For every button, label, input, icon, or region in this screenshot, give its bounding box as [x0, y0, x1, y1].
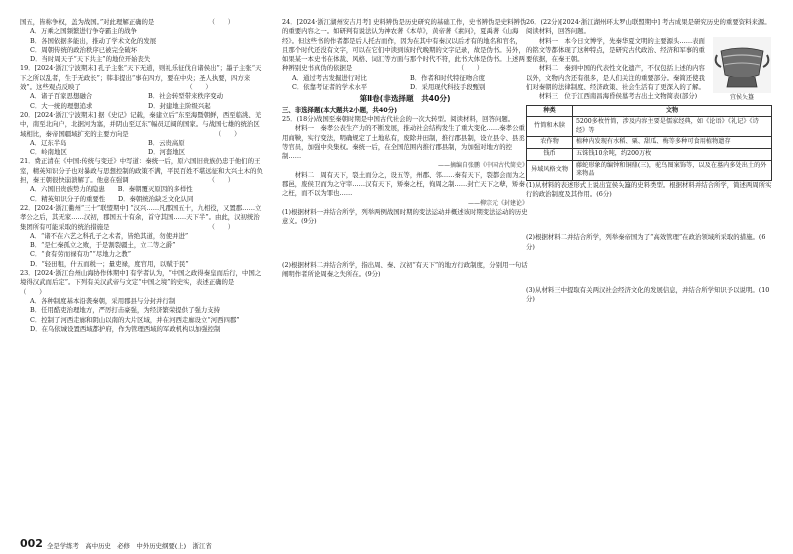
question-26-intro [526, 18, 772, 37]
option: D．“轻田租，什五而税一；量吏禄，度官用，以赋于民” [30, 259, 189, 268]
option: C．依靠考证者的学术水平 [292, 83, 368, 92]
material-text: 材料一 本今日文博学，先秦华夏文明的主要源头……表面的铭文等都体现了这种特点，是研究古代政治、经济和军事的重要依据，在秦王朝。 [526, 36, 705, 64]
option: C．“食有劳而禄有功”“尽地力之教” [30, 250, 132, 259]
material-text: 材料二 秦到中国的代表性文化遗产，不仅包括上述的内容以外，文物内含还有很多，是人们关注的重要部分。秦简还使我们对秦朝的法律制度、经济政策、社会生活有了更深入的了解。 [526, 64, 705, 92]
question-text: 26．(22分)[2024·浙江湖州环太罗山联盟期中] 考古成果是研究历史的重要资料来源。阅读材料，回答问题。 [526, 18, 771, 36]
option: C．大一统的理想追求 [30, 101, 93, 110]
question-text: 19．[2024·浙江宁波期末] 孔子主张“天下无道，则礼乐征伐自诸侯出”；墨子主张“天下之所以乱者，生于无政长”；韩非提出“事在四方，要在中央；圣人执要，四方来效”。这些观点反映了 （ ） [20, 64, 262, 92]
question-text: 23．[2024·浙江台州山海协作体期中] 有学者认为，“中国之政得秦皇而后行，中国之境得汉武而后定”。下列有关汉武帝与文定“中国之境”的史实，表述正确的是 （ ） [20, 269, 286, 296]
section-heading: 第Ⅱ卷(非选择题 共40分) [359, 94, 451, 104]
column-left [20, 18, 286, 334]
column-middle [282, 18, 528, 279]
table-cell: 五铢钱10余吨，约200万枚 [573, 148, 772, 160]
option: A．“诸不在六艺之科孔子之术者，皆绝其道，勿使并进” [30, 231, 189, 240]
bronze-vessel-illustration [713, 37, 771, 93]
table-row [527, 137, 772, 149]
table-cell: 异域风格文物 [527, 160, 573, 180]
question-text: 国五，皆称争权，盖为战国。”对此理解正确的是 （ ） [20, 18, 235, 26]
table-cell: 植种内发现有水稻、粟、甜瓜、梅等多种可食用植物遗存 [573, 137, 772, 149]
option-row [20, 139, 266, 148]
option: B．各国依据多能出，推动了学术文化的发展 [30, 36, 157, 45]
question-text: 24．[2024·浙江湖州安吉月考] 史料辨伪是历史研究的基础工作，史书辨伪是史料辨伪的重要内容之一。如研判有说法认为神农著《本草》，黄帝著《素问》，夏禹著《山海经》。但这些书的作者都是后人托古而作，因为在其中有秦汉以后才有的地名和官名，且那个时代还没有文字，可以在它们中读到该时代晚期的文字记录，故是伪书。另外，如果某一本史书在体裁、风格、词汇等方面与那个时代不符，此书大体是伪书。上述两种辨别史书真伪的依据是 （ ） [282, 18, 527, 73]
option: D．采用现代科技手段甄别 [410, 83, 486, 92]
material-text: 材料三 位于江西南昌海昏侯墓考古出土文物简表(部分) [538, 92, 698, 101]
subsection-heading: 三、非选择题(本大题共2小题，共40分) [282, 105, 398, 114]
option: B．任用酷吏治理地方，严厉打击豪强，为经济繁荣提供了强力支持 [30, 306, 221, 315]
option: C．周朝传统的政治秩序已被完全破坏 [30, 45, 138, 54]
question-text: 25．(18分)战国至秦朝时期是中国古代社会的一次大转型。阅读材料，回答问题。 [282, 114, 515, 123]
table-cell: 竹简和木牍 [527, 117, 573, 137]
option: D．封建地主阶级兴起 [148, 101, 211, 110]
question-text: (1)根据材料一并结合所学，列举两例战国时期的变法运动并概述该时期变法运动的历史意义。(9分) [282, 207, 528, 226]
option-row [282, 74, 528, 83]
page-footer [20, 537, 212, 550]
question-text: (3)从材料三中提取有关两汉社会经济文化的发展信息，并结合所学知识予以说明。(10分) [526, 285, 770, 304]
answer-space[interactable] [282, 227, 528, 261]
option: A．辽东半岛 [30, 138, 67, 147]
source-citation: ——柳宗元《封建论》 [467, 199, 528, 207]
table-header: 种类 [527, 105, 573, 117]
option: B．社会转型带来秩序变动 [148, 92, 223, 101]
question-text: 21．费正清在《中国:传统与变迁》中写道：秦统一后，原六国旧贵族仍忠于他们的王室，精英知识分子也对暴政与思想控制的政策不满，平民百姓不堪远征和大兴土木的负担，秦王朝很快崩溃解了。他意在强调 （ ） [20, 157, 263, 185]
footer-text: 全是学练考 高中历史 必修 中外历史纲要(上) 浙江省 [46, 542, 212, 550]
question-text: 22．[2024·浙江衢州“三十”联盟期中] “汉兴……凡郡国五十，九相役，又置郡……立孝公之后，其无家……汉初，郡国五十有余，首守其国……天下半”。由此，汉初统治集团所有可能采取的统治措施是 （ ） [20, 203, 262, 231]
question-text: 20．[2024·浙江宁波期末] 据《史记》记载，秦建立后“东至海暨朝鲜，西至临洮、羌中，南至北向户，北据河为塞，并阴山至辽东”幅员辽阔的国家。与战国七雄的统治区域相比，秦帝国疆域扩充的主要方向是 （ ） [20, 110, 262, 138]
option: C．控制了河西走廊和阴山以南的大片区域，并在河西走廊设立“河西四郡” [30, 315, 240, 324]
question-text: (2)根据材料二并结合所学，列举秦帝国为了“高效管理”在政治领域所采取的措施。(6分) [526, 233, 766, 251]
option-row [282, 83, 528, 92]
figure-caption: 宜侯夨簋 [729, 93, 754, 101]
option: D．河套地区 [148, 148, 186, 157]
artifact-figure [712, 37, 772, 103]
material-text: 材料二 周有天下，裂土而分之，设五等，州郡、邻……秦有天下，裂都会而为之郡邑，废侯卫而为之守宰……汉有天下，矫秦之枉，徇周之制……封亡天下之孽，矫秦之枉，而不以为罪也…… [282, 170, 525, 198]
column-right [526, 18, 772, 305]
material-text: 材料一 秦孝公表生产力的不断发展，推动社会结构发生了重大变化……秦孝公重用商鞅，实行变法，明确规定了土地私有，废除井田制，推行郡县制，设立县令、县丞等官员，加强中央集权。秦统一后，在全国范围内推行郡县制，为加强对地方的控制…… [282, 124, 525, 161]
option: B．作者和时代特征吻合度 [410, 73, 485, 82]
option-row [20, 92, 266, 101]
artifact-table [526, 105, 772, 181]
source-citation: ——摘编自张鹏《中国古代简史》 [437, 162, 528, 170]
question-text: (2)根据材料二并结合所学，指出周、秦、汉初“有天下”的地方行政制度，分别用一句话阐明作者所论周秦之失所在。(9分) [282, 260, 528, 278]
option: A．六国旧贵族势力的隐患 B．秦朝覆灭原因的多样性 [30, 185, 193, 194]
question-text: (1)从材料的表述形式上说出宜侯夨簋的史料类型。根据材料并结合所学，简述两周所实行的政治制度及其作用。(6分) [526, 180, 772, 199]
option: D．当时周天子“天下共主”的地位开始丧失 [30, 55, 151, 64]
table-row [527, 148, 772, 160]
table-cell: 5200多枚竹简，涉及内容主要是儒家经典，如《论语》《礼记》《诗经》等 [573, 117, 772, 137]
option: A．通过考古发掘进行对比 [292, 73, 367, 82]
option-row [20, 102, 266, 111]
table-cell: 钱币 [527, 148, 573, 160]
answer-space[interactable] [526, 252, 772, 286]
option: A．诸子百家思想融合 [30, 92, 93, 101]
answer-space[interactable] [526, 199, 772, 233]
page-number: 002 [20, 537, 43, 550]
table-header: 文物 [573, 105, 772, 117]
table-cell: 农作物 [527, 137, 573, 149]
option: A．各种制度基本沿袭秦朝，采用郡县与分封并行制 [30, 296, 176, 305]
option: C．岭南地区 [30, 148, 67, 157]
table-row [527, 160, 772, 180]
option: B．云贵高原 [148, 138, 185, 147]
table-row [527, 117, 772, 137]
option: A．万乘之国频繁进行争夺霸主的战争 [30, 27, 137, 36]
option: B．“是仁秦孤立之败，于是割裂疆土，立二等之爵” [30, 241, 176, 250]
option: C．精英知识分子的重要性 D．秦朝统治缺乏文化认同 [30, 194, 194, 203]
table-cell: 藤蛇形象的编钟和铜鼎(三)，驼鸟图案饰等，以及在墓内多处出土的外来物品 [573, 160, 772, 180]
option: D．在乌依城设置西域都护府，作为管理西域的军政机构以加强控制 [30, 324, 221, 333]
